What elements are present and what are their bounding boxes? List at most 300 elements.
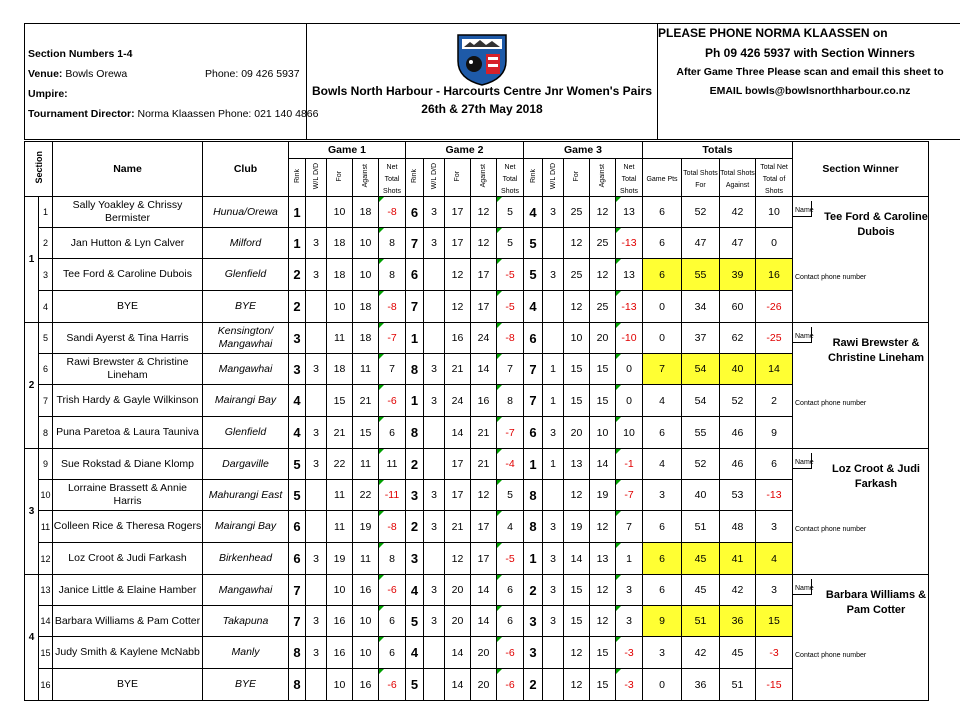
g3-for: 25 <box>564 197 590 228</box>
g2-net-label: Net Total Shots <box>501 163 519 195</box>
g2-net: 5 <box>497 480 524 511</box>
g1-wld: 3 <box>306 354 327 385</box>
total-net: 16 <box>756 259 793 291</box>
g1-against: 16 <box>353 669 379 701</box>
total-for: 45 <box>682 543 720 575</box>
contact-phone-label: Contact phone number <box>795 400 867 407</box>
g1-against: 11 <box>353 449 379 480</box>
director-phone: Phone: 021 140 4866 <box>218 108 319 120</box>
g3-rink: 7 <box>524 354 543 385</box>
g1-wld <box>306 669 327 701</box>
g3-for: 15 <box>564 385 590 417</box>
g1-wld: 3 <box>306 228 327 259</box>
game-pts: 7 <box>643 354 682 385</box>
club-name: BYE <box>203 291 289 323</box>
row-number: 16 <box>39 669 53 701</box>
g1-net: 6 <box>379 417 406 449</box>
total-net: 0 <box>756 228 793 259</box>
table-row <box>25 449 929 480</box>
game-pts: 6 <box>643 228 682 259</box>
g1-net: -6 <box>379 575 406 606</box>
club-name: Milford <box>203 228 289 259</box>
game-pts: 0 <box>643 669 682 701</box>
g1-wld <box>306 197 327 228</box>
g3-for: 25 <box>564 259 590 291</box>
row-number: 5 <box>39 323 53 354</box>
player-names: Loz Croot & Judi Farkash <box>53 543 203 575</box>
g2-rink: 4 <box>406 637 424 669</box>
g2-wld: 3 <box>424 480 445 511</box>
results-table <box>24 141 929 701</box>
g1-against: 11 <box>353 354 379 385</box>
player-names: BYE <box>53 669 203 701</box>
row-number: 1 <box>39 197 53 228</box>
club-name: Glenfield <box>203 259 289 291</box>
player-names: Janice Little & Elaine Hamber <box>53 575 203 606</box>
g2-wld <box>424 669 445 701</box>
section-winner-name: Rawi Brewster & Christine Lineham <box>828 337 924 364</box>
g2-rink: 8 <box>406 417 424 449</box>
total-net-header <box>756 159 793 197</box>
g3-for-header <box>564 159 590 197</box>
g3-against: 12 <box>590 259 616 291</box>
total-against: 53 <box>720 480 756 511</box>
g3-net: 10 <box>616 417 643 449</box>
row-number: 7 <box>39 385 53 417</box>
g2-net: 6 <box>497 606 524 637</box>
club-name: BYE <box>203 669 289 701</box>
g2-net: -6 <box>497 669 524 701</box>
g2-for: 21 <box>445 354 471 385</box>
game-pts: 3 <box>643 637 682 669</box>
g2-for: 12 <box>445 543 471 575</box>
g2-against: 17 <box>471 259 497 291</box>
club-name: Birkenhead <box>203 543 289 575</box>
player-names: Sue Rokstad & Diane Klomp <box>53 449 203 480</box>
club-name: Mairangi Bay <box>203 511 289 543</box>
g1-against: 11 <box>353 543 379 575</box>
total-for: 55 <box>682 417 720 449</box>
g2-net: -5 <box>497 291 524 323</box>
g2-rink: 7 <box>406 291 424 323</box>
g2-against: 21 <box>471 417 497 449</box>
g1-net: 8 <box>379 228 406 259</box>
g1-for: 16 <box>327 606 353 637</box>
g3-net: 0 <box>616 354 643 385</box>
game-pts: 0 <box>643 323 682 354</box>
g3-net: 13 <box>616 259 643 291</box>
g2-against: 20 <box>471 637 497 669</box>
g3-against: 12 <box>590 606 616 637</box>
g1-wld <box>306 480 327 511</box>
row-number: 4 <box>39 291 53 323</box>
g3-net: 7 <box>616 511 643 543</box>
g3-net: 1 <box>616 543 643 575</box>
game-pts: 6 <box>643 575 682 606</box>
g2-wld <box>424 449 445 480</box>
g1-net: -8 <box>379 197 406 228</box>
g3-for: 15 <box>564 606 590 637</box>
g1-for: 10 <box>327 575 353 606</box>
section-winner-cell <box>793 197 929 323</box>
g1-for: 15 <box>327 385 353 417</box>
g1-rink: 8 <box>289 669 306 701</box>
g1-against: 16 <box>353 575 379 606</box>
total-for: 45 <box>682 575 720 606</box>
section-col-label: Section <box>33 151 44 184</box>
g3-for: 20 <box>564 417 590 449</box>
g2-net: -7 <box>497 417 524 449</box>
player-names: Tee Ford & Caroline Dubois <box>53 259 203 291</box>
total-against: 48 <box>720 511 756 543</box>
g3-against: 12 <box>590 511 616 543</box>
g3-for: 12 <box>564 669 590 701</box>
club-name: Hunua/Orewa <box>203 197 289 228</box>
g1-wld: 3 <box>306 637 327 669</box>
player-names: Sally Yoakley & Chrissy Bermister <box>53 197 203 228</box>
g3-for: 12 <box>564 480 590 511</box>
g3-rink: 5 <box>524 259 543 291</box>
g3-net: -13 <box>616 291 643 323</box>
g3-rink: 4 <box>524 197 543 228</box>
g2-against: 17 <box>471 543 497 575</box>
g1-wld-header <box>306 159 327 197</box>
g2-wld: 3 <box>424 606 445 637</box>
g2-wld <box>424 417 445 449</box>
g3-net: 13 <box>616 197 643 228</box>
g1-wld: 3 <box>306 259 327 291</box>
g1-net: 8 <box>379 259 406 291</box>
g3-for: 19 <box>564 511 590 543</box>
g2-for: 24 <box>445 385 471 417</box>
g2-against-header <box>471 159 497 197</box>
g3-net: -1 <box>616 449 643 480</box>
g2-rink: 3 <box>406 543 424 575</box>
header-row-games <box>25 142 929 159</box>
g3-rink: 1 <box>524 543 543 575</box>
total-net: 9 <box>756 417 793 449</box>
total-for-label: Total Shots For <box>683 169 718 189</box>
venue-phone: Phone: 09 426 5937 <box>205 68 300 80</box>
g3-wld: 3 <box>543 606 564 637</box>
director-name: Norma Klaassen <box>137 108 216 120</box>
g3-wld: 1 <box>543 354 564 385</box>
game2-header: Game 2 <box>406 142 524 159</box>
g3-net: -3 <box>616 669 643 701</box>
phone-number-note: Ph 09 426 5937 with Section Winners <box>705 46 915 60</box>
contact-phone-label: Contact phone number <box>795 274 867 281</box>
g2-against: 14 <box>471 354 497 385</box>
g3-wld: 3 <box>543 259 564 291</box>
player-names: Lorraine Brassett & Annie Harris <box>53 480 203 511</box>
g1-rink: 4 <box>289 385 306 417</box>
player-names: Judy Smith & Kaylene McNabb <box>53 637 203 669</box>
total-for: 47 <box>682 228 720 259</box>
g3-wld: 3 <box>543 417 564 449</box>
g1-rink: 5 <box>289 449 306 480</box>
g2-for: 14 <box>445 417 471 449</box>
player-names: Colleen Rice & Theresa Rogers <box>53 511 203 543</box>
g3-net: -10 <box>616 323 643 354</box>
g1-for: 11 <box>327 480 353 511</box>
g3-for: 14 <box>564 543 590 575</box>
g3-against: 15 <box>590 385 616 417</box>
game-pts-header <box>643 159 682 197</box>
total-net: -13 <box>756 480 793 511</box>
total-against-header <box>720 159 756 197</box>
g1-wld <box>306 511 327 543</box>
g1-wld <box>306 385 327 417</box>
g3-wld <box>543 669 564 701</box>
game1-header: Game 1 <box>289 142 406 159</box>
club-name: Takapuna <box>203 606 289 637</box>
total-net: 4 <box>756 543 793 575</box>
g2-for: 14 <box>445 637 471 669</box>
results-body <box>25 197 929 701</box>
g1-net-header <box>379 159 406 197</box>
total-against: 42 <box>720 575 756 606</box>
g1-against: 10 <box>353 637 379 669</box>
total-against: 45 <box>720 637 756 669</box>
g3-against: 20 <box>590 323 616 354</box>
total-against: 39 <box>720 259 756 291</box>
g2-net: 5 <box>497 228 524 259</box>
g1-for: 19 <box>327 543 353 575</box>
g3-against: 13 <box>590 543 616 575</box>
total-against: 52 <box>720 385 756 417</box>
g1-wld <box>306 323 327 354</box>
g2-rink: 3 <box>406 480 424 511</box>
g2-wld-label: W/L D/D <box>430 162 438 190</box>
g1-rink: 7 <box>289 606 306 637</box>
g3-against: 10 <box>590 417 616 449</box>
g3-against: 15 <box>590 354 616 385</box>
total-against: 62 <box>720 323 756 354</box>
email-note: EMAIL bowls@bowlsnorthharbour.co.nz <box>709 85 911 97</box>
player-names: Puna Paretoa & Laura Tauniva <box>53 417 203 449</box>
g2-net: -8 <box>497 323 524 354</box>
g1-for: 10 <box>327 669 353 701</box>
total-for: 37 <box>682 323 720 354</box>
row-number: 13 <box>39 575 53 606</box>
g2-wld: 3 <box>424 354 445 385</box>
g1-against: 18 <box>353 197 379 228</box>
g1-against: 22 <box>353 480 379 511</box>
club-name: Dargaville <box>203 449 289 480</box>
total-against: 41 <box>720 543 756 575</box>
g1-rink: 5 <box>289 480 306 511</box>
g3-against-header <box>590 159 616 197</box>
g2-rink: 7 <box>406 228 424 259</box>
g3-wld: 1 <box>543 385 564 417</box>
g2-wld <box>424 259 445 291</box>
g3-wld <box>543 291 564 323</box>
total-for: 40 <box>682 480 720 511</box>
total-for: 54 <box>682 385 720 417</box>
total-net: 6 <box>756 449 793 480</box>
game-pts: 9 <box>643 606 682 637</box>
g1-rink: 2 <box>289 291 306 323</box>
total-net: 3 <box>756 511 793 543</box>
club-col-header: Club <box>203 142 289 197</box>
g2-wld: 3 <box>424 575 445 606</box>
player-names: Rawi Brewster & Christine Lineham <box>53 354 203 385</box>
g1-for: 11 <box>327 323 353 354</box>
g1-wld: 3 <box>306 417 327 449</box>
g3-against: 14 <box>590 449 616 480</box>
g1-for: 22 <box>327 449 353 480</box>
total-for: 34 <box>682 291 720 323</box>
row-number: 12 <box>39 543 53 575</box>
g1-net: 8 <box>379 543 406 575</box>
g3-rink: 8 <box>524 511 543 543</box>
g2-for: 17 <box>445 449 471 480</box>
g3-for: 12 <box>564 637 590 669</box>
total-net: 2 <box>756 385 793 417</box>
g3-rink-label: Rink <box>529 168 537 183</box>
venue-line <box>28 68 127 80</box>
g3-for: 10 <box>564 323 590 354</box>
section-winner-cell <box>793 323 929 449</box>
g1-rink: 1 <box>289 228 306 259</box>
total-net: -15 <box>756 669 793 701</box>
g2-rink: 4 <box>406 575 424 606</box>
g1-against: 19 <box>353 511 379 543</box>
g3-net: 3 <box>616 606 643 637</box>
g1-wld: 3 <box>306 543 327 575</box>
total-net: -25 <box>756 323 793 354</box>
g2-for: 21 <box>445 511 471 543</box>
game-pts: 0 <box>643 291 682 323</box>
g3-rink: 3 <box>524 637 543 669</box>
g2-wld: 3 <box>424 385 445 417</box>
g2-against-label: Against <box>480 164 487 188</box>
g2-wld: 3 <box>424 197 445 228</box>
row-number: 3 <box>39 259 53 291</box>
g1-for: 11 <box>327 511 353 543</box>
total-net-label: Total Net Total of Shots <box>760 163 788 195</box>
g3-wld <box>543 480 564 511</box>
g2-for: 12 <box>445 291 471 323</box>
row-number: 14 <box>39 606 53 637</box>
total-net: 10 <box>756 197 793 228</box>
g3-net: 3 <box>616 575 643 606</box>
event-dates: 26th & 27th May 2018 <box>421 102 543 116</box>
row-number: 11 <box>39 511 53 543</box>
venue-value: Bowls Orewa <box>65 68 128 80</box>
g1-rink: 7 <box>289 575 306 606</box>
name-col-header: Name <box>53 142 203 197</box>
game-pts: 4 <box>643 385 682 417</box>
g1-wld-label: W/L D/D <box>312 162 320 190</box>
g2-for: 12 <box>445 259 471 291</box>
player-names: Sandi Ayerst & Tina Harris <box>53 323 203 354</box>
g1-rink: 6 <box>289 543 306 575</box>
row-number: 2 <box>39 228 53 259</box>
g3-rink: 2 <box>524 575 543 606</box>
total-net: 3 <box>756 575 793 606</box>
g2-for-label: For <box>454 170 461 182</box>
g1-for: 21 <box>327 417 353 449</box>
row-number: 10 <box>39 480 53 511</box>
g2-net: -6 <box>497 637 524 669</box>
event-title: Bowls North Harbour - Harcourts Centre Jnr Women's Pairs <box>311 84 653 98</box>
total-against-label: Total Shots Against <box>720 169 755 189</box>
g3-for: 15 <box>564 354 590 385</box>
game-pts: 3 <box>643 480 682 511</box>
g1-rink: 4 <box>289 417 306 449</box>
g2-rink: 8 <box>406 354 424 385</box>
club-name: Mahurangi East <box>203 480 289 511</box>
g2-wld <box>424 637 445 669</box>
g3-wld-label: W/L D/D <box>549 162 557 190</box>
total-against: 36 <box>720 606 756 637</box>
g1-for: 10 <box>327 197 353 228</box>
section-winner-name: Barbara Williams & Pam Cotter <box>825 589 927 616</box>
g2-rink-label: Rink <box>411 168 418 183</box>
section-winner-header: Section Winner <box>793 142 929 197</box>
g2-rink: 5 <box>406 669 424 701</box>
row-number: 6 <box>39 354 53 385</box>
g3-wld <box>543 228 564 259</box>
g1-wld: 3 <box>306 606 327 637</box>
g3-wld: 3 <box>543 543 564 575</box>
g1-for: 18 <box>327 228 353 259</box>
club-name: Mangawhai <box>203 354 289 385</box>
g1-against: 10 <box>353 228 379 259</box>
table-row <box>25 197 929 228</box>
results-sheet <box>24 23 960 703</box>
g2-wld: 3 <box>424 228 445 259</box>
total-for: 36 <box>682 669 720 701</box>
table-row <box>25 575 929 606</box>
g2-for: 20 <box>445 575 471 606</box>
game-pts: 6 <box>643 511 682 543</box>
g1-rink: 2 <box>289 259 306 291</box>
total-against: 60 <box>720 291 756 323</box>
g3-against: 12 <box>590 197 616 228</box>
g1-rink: 1 <box>289 197 306 228</box>
g3-rink: 3 <box>524 606 543 637</box>
g2-against: 17 <box>471 291 497 323</box>
g2-wld-header <box>424 159 445 197</box>
section-number: 4 <box>25 575 39 701</box>
total-for: 55 <box>682 259 720 291</box>
scan-note: After Game Three Please scan and email this sheet to <box>676 66 944 78</box>
club-name: Glenfield <box>203 417 289 449</box>
g2-wld <box>424 323 445 354</box>
g1-wld <box>306 291 327 323</box>
g2-against: 12 <box>471 197 497 228</box>
g3-against: 25 <box>590 291 616 323</box>
g3-against: 12 <box>590 575 616 606</box>
player-names: BYE <box>53 291 203 323</box>
g3-for: 12 <box>564 228 590 259</box>
total-against: 42 <box>720 197 756 228</box>
g3-rink: 6 <box>524 417 543 449</box>
director-line <box>28 108 318 120</box>
g3-wld-header <box>543 159 564 197</box>
g3-wld <box>543 323 564 354</box>
g1-against: 18 <box>353 291 379 323</box>
total-for-header <box>682 159 720 197</box>
g1-for: 16 <box>327 637 353 669</box>
section-number: 3 <box>25 449 39 575</box>
g2-wld <box>424 291 445 323</box>
g3-rink: 4 <box>524 291 543 323</box>
g3-against-label: Against <box>599 164 606 188</box>
g2-against: 17 <box>471 511 497 543</box>
